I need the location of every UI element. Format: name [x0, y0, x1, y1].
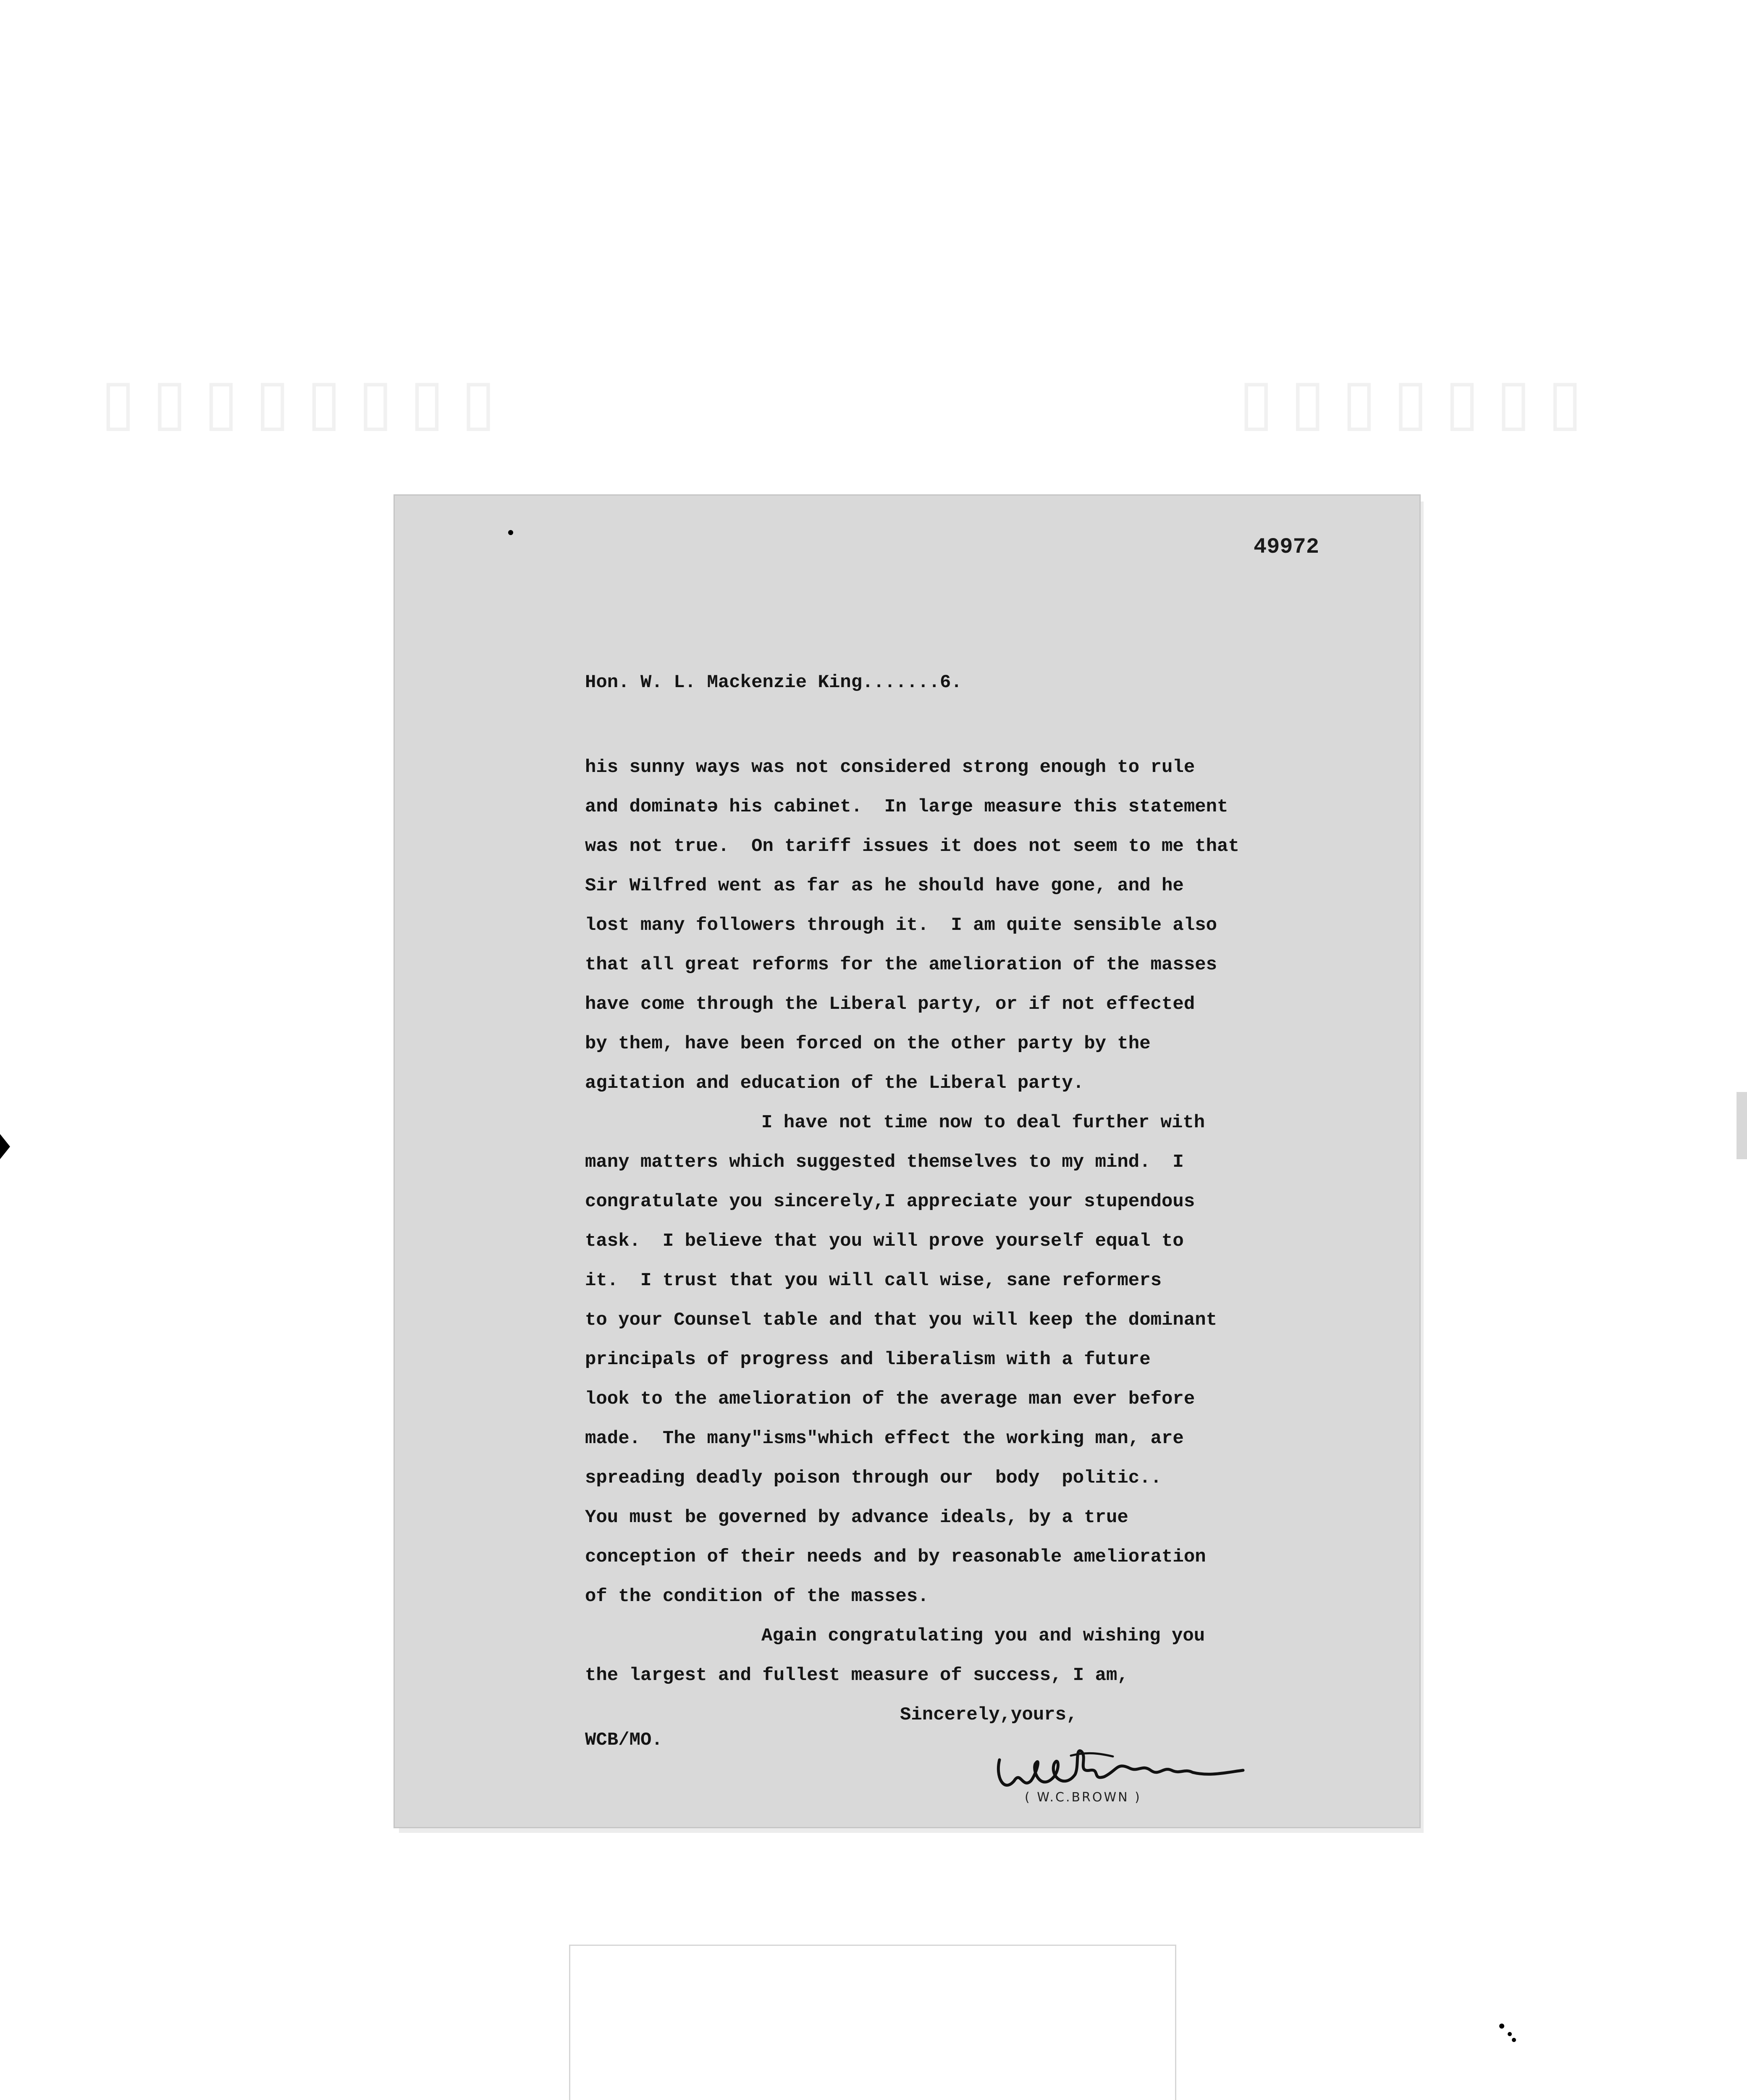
speck [508, 530, 513, 535]
letter-line: and dominatə his cabinet. In large measure this statement [585, 796, 1228, 817]
letter-line: task. I believe that you will prove yourself equal to [585, 1231, 1184, 1252]
speck [1499, 2024, 1504, 2029]
letter-heading: Hon. W. L. Mackenzie King.......6. [585, 672, 962, 693]
letter-line: principals of progress and liberalism with a future [585, 1349, 1151, 1370]
signer-printed-name: ( W.C.BROWN ) [1025, 1790, 1141, 1805]
frame-edge-strip [1737, 1092, 1747, 1159]
archive-label-card [569, 1945, 1176, 2100]
ghost-banner-trace-left: ▯▯▯▯▯▯▯▯ [101, 366, 513, 437]
letter-line: made. The many"isms"which effect the working man, are [585, 1428, 1184, 1449]
reference-initials: WCB/MO. [585, 1730, 663, 1751]
letter-line: of the condition of the masses. [585, 1586, 929, 1607]
letter-line: spreading deadly poison through our body politic.. [585, 1467, 1162, 1488]
letter-line: it. I trust that you will call wise, sane reformers [585, 1270, 1162, 1291]
speck [1512, 2038, 1516, 2042]
archive-page-number: 49972 [1254, 535, 1319, 559]
letter-line: Again congratulating you and wishing you [761, 1625, 1205, 1646]
letter-line: congratulate you sincerely,I appreciate your stupendous [585, 1191, 1195, 1212]
letter-line: conception of their needs and by reasonable amelioration [585, 1546, 1206, 1567]
letter-line: agitation and education of the Liberal party. [585, 1073, 1084, 1094]
letter-closing: Sincerely,yours, [900, 1704, 1078, 1725]
letter-line: to your Counsel table and that you will keep the dominant [585, 1310, 1217, 1331]
letter-line: by them, have been forced on the other party by the [585, 1033, 1151, 1054]
letter-line: many matters which suggested themselves to my mind. I [585, 1152, 1184, 1173]
letter-line: his sunny ways was not considered strong enough to rule [585, 757, 1195, 778]
letter-line: that all great reforms for the amelioration of the masses [585, 954, 1217, 975]
letter-line: I have not time now to deal further with [761, 1112, 1205, 1133]
letter-line: have come through the Liberal party, or if not effected [585, 994, 1195, 1015]
letter-line: You must be governed by advance ideals, by a true [585, 1507, 1128, 1528]
letter-line: the largest and fullest measure of success, I am, [585, 1665, 1128, 1686]
frame-edge-marker [0, 1134, 10, 1159]
letter-line: look to the amelioration of the average man ever before [585, 1389, 1195, 1410]
letter-line: lost many followers through it. I am quite sensible also [585, 915, 1217, 936]
letter-line: was not true. On tariff issues it does not seem to me that [585, 836, 1239, 857]
letter-body [585, 748, 1349, 1695]
letter-line: Sir Wilfred went as far as he should have gone, and he [585, 875, 1184, 896]
speck [1508, 2032, 1512, 2036]
ghost-banner-trace-right: ▯▯▯▯▯▯▯ [1239, 366, 1599, 437]
